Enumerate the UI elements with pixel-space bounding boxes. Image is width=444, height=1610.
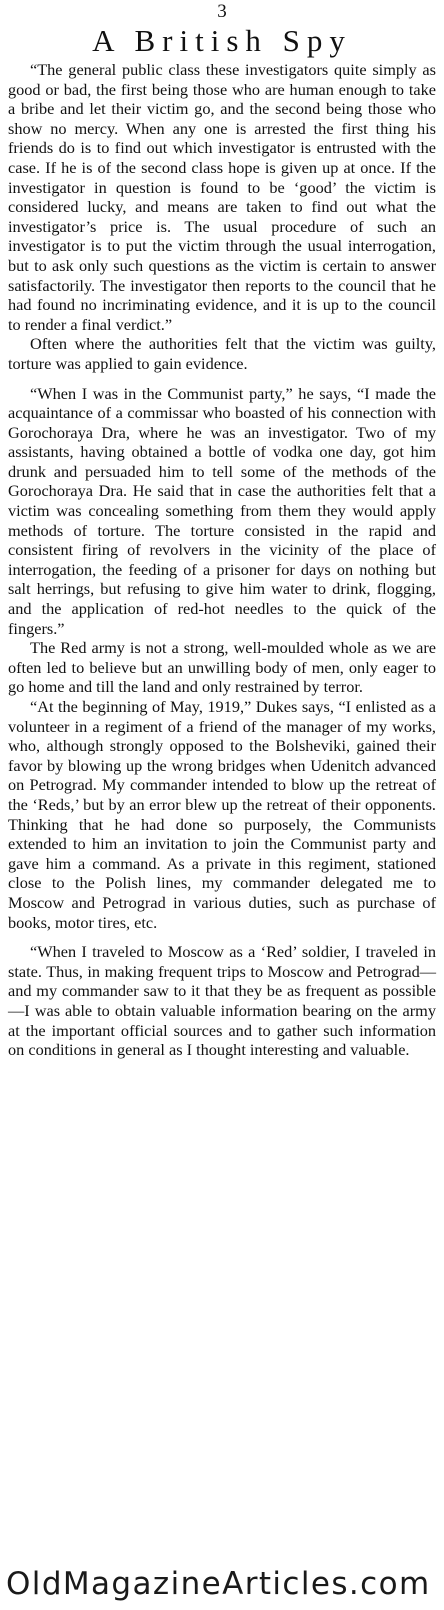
article-title: A British Spy xyxy=(92,23,352,58)
page-number: 3 xyxy=(217,1,227,22)
paragraph-torture-intro: Often where the authorities felt that the victim was guilty, torture was applied to gain evidence. xyxy=(8,334,436,373)
paragraph-commissar-account: “When I was in the Communist party,” he says, “I made the acquaintance of a commissar who boasted of his connection with Gorochoraya Dra, where he was an investigator. Two of my assistants, having obtained a bottle of vodka one day, got him drunk and persuaded him to tell some of the methods of the Gorochoraya Dra. He said that in case the authorities felt that a victim was concealing something from them they would apply methods of torture. The torture consisted in the rapid and consistent firing of revolvers in the vicinity of the place of interrogation, the feeding of a prisoner for days on nothing but salt herrings, but refusing to give him water to drink, flogging, and the application of red-hot needles to the quick of the fingers.” xyxy=(8,383,436,638)
paragraph-red-army: The Red army is not a strong, well-moulded whole as we are often led to believe but an unwilling body of men, only eager to go home and till the land and only restrained by terror. xyxy=(8,638,436,697)
site-watermark: OldMagazineArticles.com xyxy=(6,1566,431,1602)
paragraph-enlistment: “At the beginning of May, 1919,” Dukes says, “I enlisted as a volunteer in a regiment of a friend of the manager of my works, who, although strongly opposed to the Bolsheviki, gained their favor by blowing up the wrong bridges when Udenitch advanced on Petrograd. My commander intended to blow up the retreat of the ‘Reds,’ but by an error blew up the retreat of their opponents. Thinking that he had done so purposely, the Communists extended to him an invitation to join the Communist party and gave him a command. As a private in this regiment, stationed close to the Polish lines, my commander delegated me to Moscow and Petrograd in various duties, such as purchase of books, motor tires, etc. xyxy=(8,697,436,932)
article-body xyxy=(8,60,436,1060)
paragraph-travel-moscow: “When I traveled to Moscow as a ‘Red’ soldier, I traveled in state. Thus, in making frequent trips to Moscow and Petrograd—and my commander saw to it that they be as frequent as possible—I was able to obtain valuable information bearing on the army at the important official sources and to gather such information on conditions in general as I thought interesting and valuable. xyxy=(8,942,436,1060)
paragraph-investigator-classes: “The general public class these investigators quite simply as good or bad, the first being those who are human enough to take a bribe and let their victim go, and the second being those who show no mercy. When any one is arrested the first thing his friends do is to find out which investigator is entrusted with the case. If he is of the second class hope is given up at once. If the investigator in question is found to be ‘good’ the victim is considered lucky, and means are taken to find out what the investigator’s price is. The usual procedure of such an investigator is to put the victim through the usual interrogation, but to ask only such questions as the victim is certain to answer satisfactorily. The investigator then reports to the council that he had found no incriminating evidence, and it is up to the council to render a final verdict.” xyxy=(8,60,436,334)
